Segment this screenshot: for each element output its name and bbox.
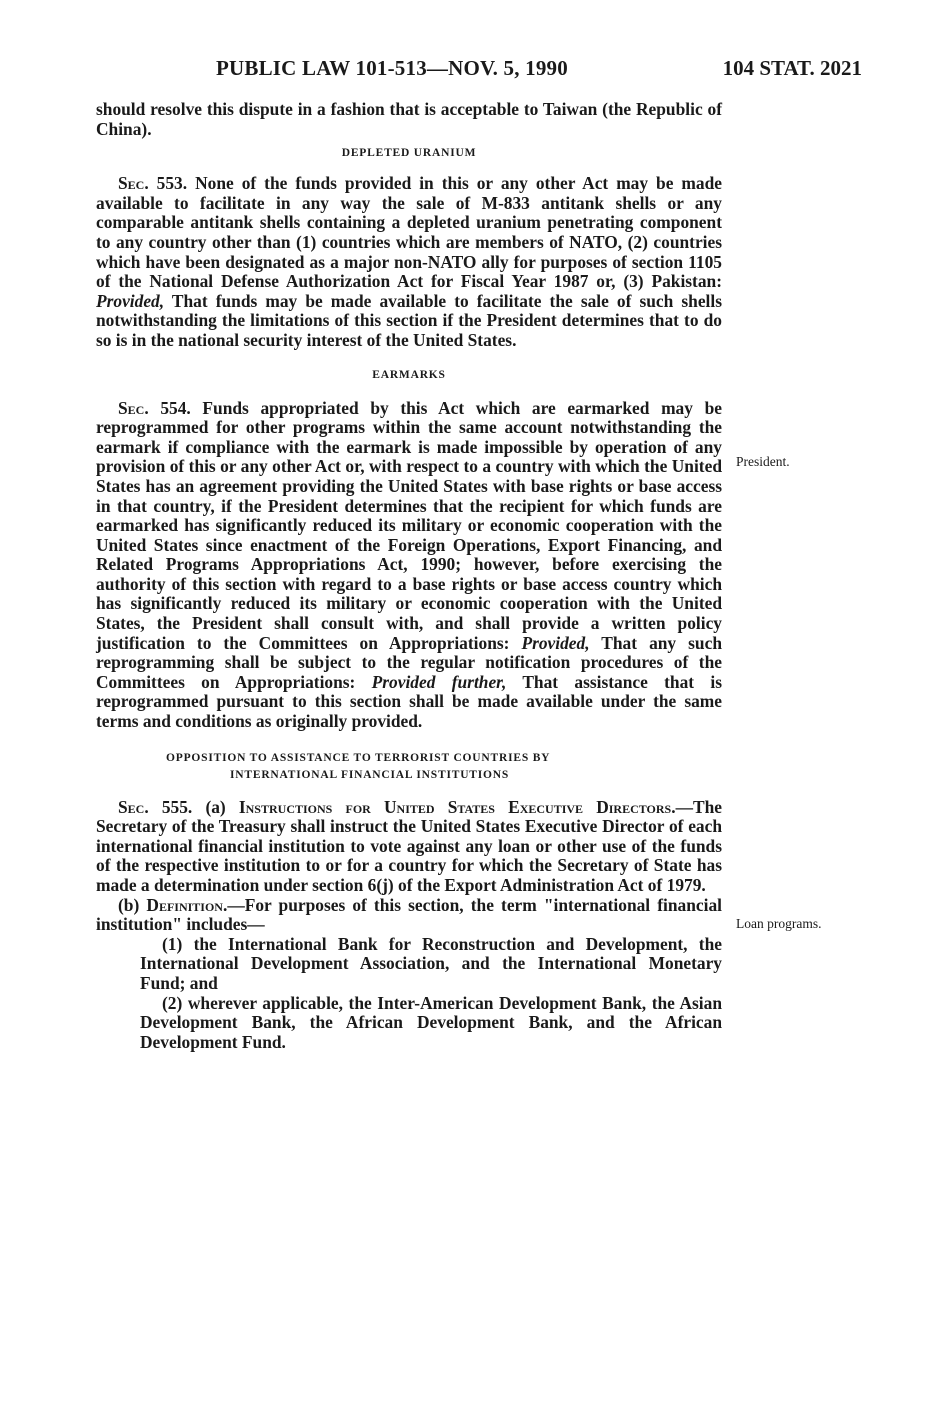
section-553-paragraph: Sec. 553. None of the funds provided in this or any other Act may be made available to facilitate in any way the sale of M-833 antitank shells or any comparable antitank shells containing a depleted uranium penetrating component to any country other than (1) countries which are members of NATO, (2) countries which have been designated as a major non-NATO ally for purposes of section 1105 of the National Defense Authorization Act for Fiscal Year 1987 or, (3) Pakistan: Provided, That funds may be made available to facilitate the sale of such shells notwithstanding the limitations of this section if the President determines that to do so is in the national security interest of the United States. [96,173,722,350]
section-555-subsection-b: (b) Definition.—For purposes of this section, the term "international financial institution" includes— [96,894,722,935]
header-law-date: PUBLIC LAW 101-513—NOV. 5, 1990 [216,56,568,80]
section-555-heading-line-1: OPPOSITION TO ASSISTANCE TO TERRORIST COUNTRIES BY [166,751,551,764]
definition-item-2: (2) wherever applicable, the Inter-American Development Bank, the Asian Development Bank, the African Development Bank, and the African Development Fund. [140,992,722,1052]
margin-note-president: President. [736,454,790,469]
section-553-label: Sec. 553. [118,173,188,194]
header-stat-page: 104 STAT. 2021 [722,56,862,80]
document-body [96,100,722,1052]
section-heading-depleted-uranium: DEPLETED URANIUM [341,147,477,160]
page-header [96,56,862,86]
section-555-label: Sec. 555. [118,796,193,817]
section-heading-earmarks: EARMARKS [372,368,446,381]
subsection-b-title: Definition. [146,894,228,915]
section-555-subsection-a: Sec. 555. (a) Instructions for United States Executive Directors.—The Secretary of the Treasury shall instruct the United States Executive Director of each international financial institution to vote against any loan or other use of the funds of the respective institution to or for a country for which the Secretary of State has made a determination under section 6(j) of the Export Administration Act of 1979. [96,796,722,895]
margin-note-loan-programs: Loan programs. [736,916,822,931]
section-heading-opposition [96,750,722,784]
section-554-label: Sec. 554. [118,397,191,418]
definition-item-1: (1) the International Bank for Reconstruction and Development, the International Development Association, and the International Monetary Fund; and [140,933,722,993]
subsection-a-title: Instructions for United States Executive Directors. [238,796,676,817]
intro-paragraph: should resolve this dispute in a fashion that is acceptable to Taiwan (the Republic of China). [96,99,722,139]
section-554-paragraph: Sec. 554. Funds appropriated by this Act which are earmarked may be reprogrammed for other programs within the same account notwithstanding the earmark if compliance with the earmark is made impossible by operation of any provision of this or any other Act or, with respect to a country with which the United States has an agreement providing the United States with base rights or base access in that country, if the President determines that the recipient for which funds are earmarked has significantly reduced its military or economic cooperation with the United States since enactment of the Foreign Operations, Export Financing, and Related Programs Appropriations Act, 1990; however, before exercising the authority of this section with regard to a base rights or base access country which has significantly reduced its military or economic cooperation with the United States, the President shall consult with, and shall provide a written policy justification to the Committees on Appropriations: Provided, That any such reprogramming shall be subject to the regular notification procedures of the Committees on Appropriations: Provided further, That assistance that is reprogrammed pursuant to this section shall be made available under the same terms and conditions as originally provided. [96,397,722,732]
section-555-heading-line-2: INTERNATIONAL FINANCIAL INSTITUTIONS [230,768,510,781]
